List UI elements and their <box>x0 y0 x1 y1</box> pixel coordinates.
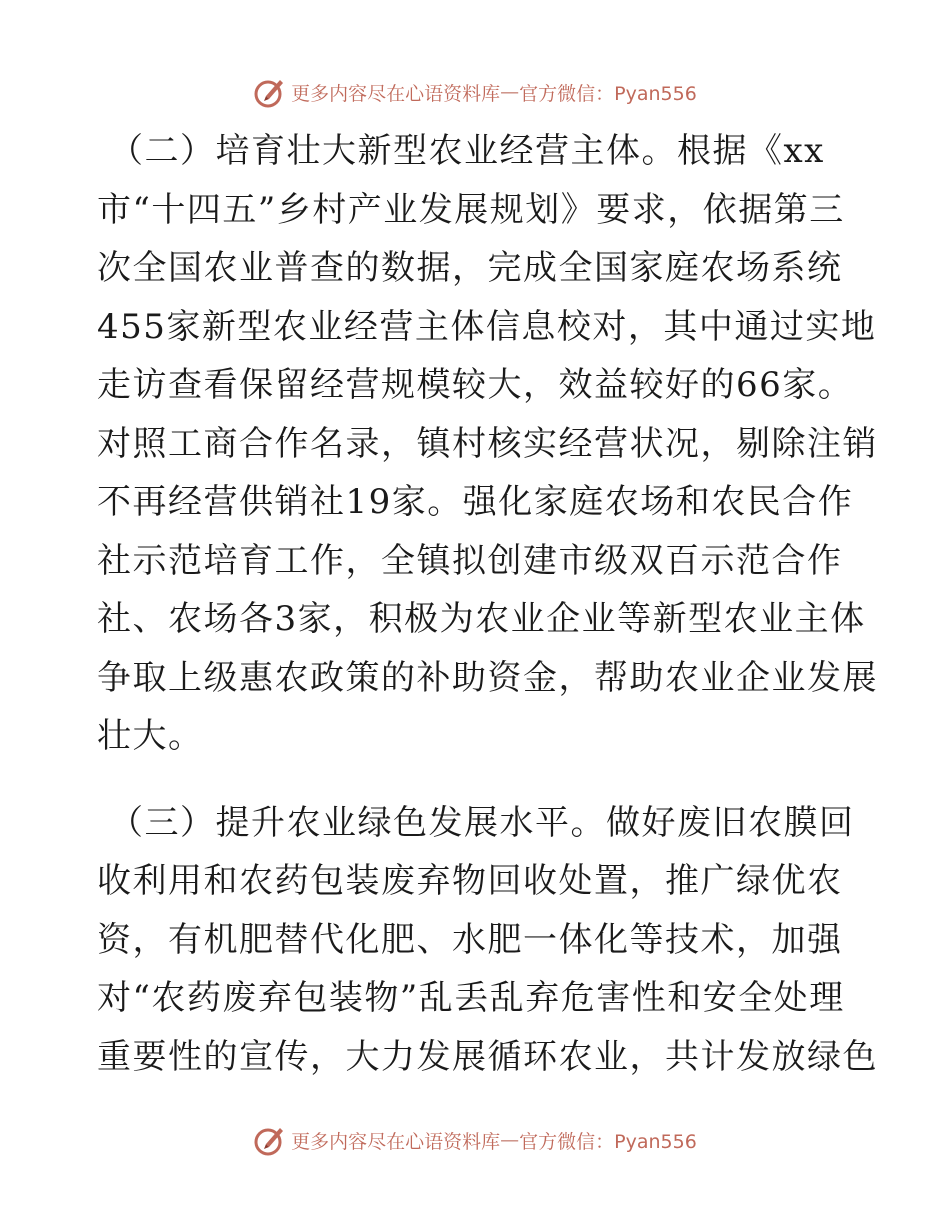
text-line: 对照工商合作名录，镇村核实经营状况，剔除注销 <box>97 423 878 464</box>
watermark-wechat-text: 官方微信：Pyan556 <box>519 82 697 105</box>
text-line: 重要性的宣传，大力发展循环农业，共计发放绿色 <box>97 1036 878 1077</box>
document-body <box>97 122 878 1086</box>
text-line: 壮大。 <box>97 716 204 756</box>
watermark-separator: — <box>500 1129 520 1151</box>
text-line: 社示范培育工作，全镇拟创建市级双百示范合作 <box>97 540 843 581</box>
text-line: （三）提升农业绿色发展水平。做好废旧农膜回 <box>109 802 855 843</box>
watermark-separator: — <box>500 81 520 103</box>
footer-watermark <box>0 1120 950 1160</box>
paragraph-cultivate-entities <box>97 122 878 766</box>
watermark-main-text: 更多内容尽在心语资料库 <box>291 82 501 105</box>
text-line: 走访查看保留经营规模较大，效益较好的66家。 <box>97 365 854 405</box>
quill-pen-logo-icon <box>253 75 287 109</box>
text-line: 争取上级惠农政策的补助资金，帮助农业企业发展 <box>97 657 878 698</box>
text-line: （二）培育壮大新型农业经营主体。根据《xx <box>109 131 825 171</box>
text-line: 收利用和农药包装废弃物回收处置，推广绿优农 <box>97 861 843 901</box>
text-line: 对“农药废弃包装物”乱丢乱弃危害性和安全处理 <box>97 978 845 1018</box>
text-line: 不再经营供销社19家。强化家庭农场和农民合作 <box>97 482 854 522</box>
text-line: 455家新型农业经营主体信息校对，其中通过实地 <box>97 306 877 347</box>
text-line: 市“十四五”乡村产业发展规划》要求，依据第三 <box>97 189 845 230</box>
watermark-wechat-text: 官方微信：Pyan556 <box>519 1130 697 1153</box>
paragraph-green-development <box>97 794 878 1087</box>
text-line: 社、农场各3家，积极为农业企业等新型农业主体 <box>97 599 866 639</box>
watermark-main-text: 更多内容尽在心语资料库 <box>291 1130 501 1153</box>
header-watermark <box>0 72 950 112</box>
text-line: 资，有机肥替代化肥、水肥一体化等技术，加强 <box>97 919 843 960</box>
quill-pen-logo-icon <box>253 1123 287 1157</box>
text-line: 次全国农业普查的数据，完成全国家庭农场系统 <box>97 248 843 288</box>
